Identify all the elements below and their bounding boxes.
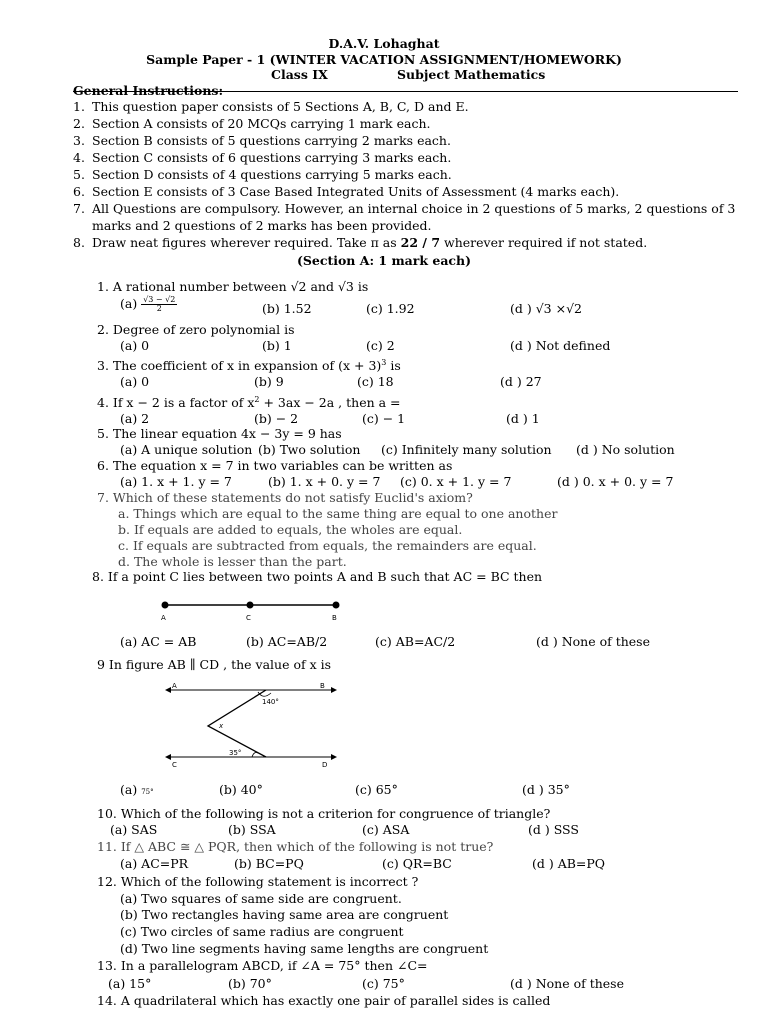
label-a: A — [172, 682, 177, 690]
fraction-denominator: 2 — [156, 304, 162, 313]
instruction-text-part: Draw neat figures wherever required. Take π as — [92, 235, 397, 250]
instruction-number: 7. — [73, 201, 85, 216]
q14-stem: 14. A quadrilateral which has exactly one pair of parallel sides is called — [97, 993, 551, 1008]
instruction-text-tail: wherever required if not stated. — [444, 235, 648, 250]
q11-option-d: (d ) AB=PQ — [532, 856, 606, 871]
q4-option-c: (c) − 1 — [362, 411, 406, 426]
q4-option-b: (b) − 2 — [254, 411, 299, 426]
instruction-number: 3. — [73, 133, 85, 148]
q8-option-a: (a) AC = AB — [120, 634, 197, 649]
q10-option-b: (b) SSA — [228, 822, 276, 837]
q8-stem: 8. If a point C lies between two points A and B such that AC = BC then — [92, 569, 543, 584]
q6-stem: 6. The equation x = 7 in two variables can be written as — [97, 458, 453, 473]
q9-parallel-lines-figure — [160, 678, 350, 770]
q8-option-d: (d ) None of these — [536, 634, 650, 649]
instruction-text: This question paper consists of 5 Sections A, B, C, D and E. — [92, 99, 469, 114]
angle-arc-35 — [252, 753, 258, 758]
q13-option-c: (c) 75° — [362, 976, 405, 991]
q7-option-c: c. If equals are subtracted from equals, the remainders are equal. — [118, 538, 537, 553]
label-a: A — [161, 614, 166, 622]
exponent: 3 — [381, 357, 387, 367]
q2-option-c: (c) 2 — [366, 338, 395, 353]
instruction-text: Section B consists of 5 questions carrying 2 marks each. — [92, 133, 451, 148]
q5-option-b: (b) Two solution — [258, 442, 361, 457]
q13-option-d: (d ) None of these — [510, 976, 624, 991]
q3-option-a: (a) 0 — [120, 374, 150, 389]
q2-option-b: (b) 1 — [262, 338, 292, 353]
q3-option-d: (d ) 27 — [500, 374, 542, 389]
q9-option-c: (c) 65° — [355, 782, 398, 797]
option-label: (a) — [120, 782, 138, 797]
class-label: Class IX — [271, 67, 328, 82]
q3-option-c: (c) 18 — [357, 374, 394, 389]
subject-label: Subject Mathematics — [397, 67, 546, 82]
q11-stem: 11. If △ ABC ≅ △ PQR, then which of the following is not true? — [97, 839, 494, 854]
q7-option-d: d. The whole is lesser than the part. — [118, 554, 347, 569]
stem-text: 4. If x − 2 is a factor of x — [97, 395, 255, 410]
angle-140-label: 140° — [262, 698, 279, 706]
q7-stem: 7. Which of these statements do not satisfy Euclid's axiom? — [97, 490, 473, 505]
q4-stem — [97, 395, 401, 410]
q10-option-a: (a) SAS — [110, 822, 158, 837]
transversal-path — [208, 690, 266, 757]
q9-option-d: (d ) 35° — [522, 782, 570, 797]
fraction-numerator: √3 − √2 — [143, 295, 176, 304]
stem-text: + 3ax − 2a , then a = — [259, 395, 401, 410]
label-b: B — [332, 614, 337, 622]
instruction-number: 5. — [73, 167, 85, 182]
header-rule — [73, 91, 738, 92]
q2-option-d: (d ) Not defined — [510, 338, 611, 353]
q11-option-c: (c) QR=BC — [382, 856, 452, 871]
school-name: D.A.V. Lohaghat — [328, 36, 440, 51]
q10-option-c: (c) ASA — [362, 822, 410, 837]
q10-stem: 10. Which of the following is not a criterion for congruence of triangle? — [97, 806, 551, 821]
q9-option-a — [120, 782, 154, 800]
instruction-text — [92, 235, 647, 250]
stem-text: is — [386, 358, 401, 373]
q2-option-a: (a) 0 — [120, 338, 150, 353]
instruction-number: 2. — [73, 116, 85, 131]
instruction-number: 4. — [73, 150, 85, 165]
q2-stem: 2. Degree of zero polynomial is — [97, 322, 295, 337]
instruction-text: All Questions are compulsory. However, an internal choice in 2 questions of 5 marks, 2 questions of 3 — [92, 201, 736, 216]
instruction-number: 1. — [73, 99, 85, 114]
q5-option-d: (d ) No solution — [576, 442, 675, 457]
angle-35-label: 35° — [229, 749, 242, 757]
q6-option-c: (c) 0. x + 1. y = 7 — [400, 474, 512, 489]
angle-x-label: x — [219, 722, 224, 730]
q5-option-c: (c) Infinitely many solution — [381, 442, 552, 457]
fraction — [141, 296, 177, 313]
q5-option-a: (a) A unique solution — [120, 442, 253, 457]
q13-option-b: (b) 70° — [228, 976, 272, 991]
q13-stem: 13. In a parallelogram ABCD, if ∠A = 75° then ∠C= — [97, 958, 428, 973]
q3-stem — [97, 358, 401, 373]
q6-option-b: (b) 1. x + 0. y = 7 — [268, 474, 381, 489]
q12-option-b: (b) Two rectangles having same area are congruent — [120, 907, 449, 922]
q9-option-b: (b) 40° — [219, 782, 263, 797]
q11-option-a: (a) AC=PR — [120, 856, 189, 871]
q3-option-b: (b) 9 — [254, 374, 284, 389]
q12-stem: 12. Which of the following statement is incorrect ? — [97, 874, 419, 889]
instruction-text: Section A consists of 20 MCQs carrying 1 mark each. — [92, 116, 431, 131]
q10-option-d: (d ) SSS — [528, 822, 579, 837]
label-d: D — [322, 761, 328, 769]
instructions-title: General Instructions: — [73, 83, 224, 98]
instruction-number: 8. — [73, 235, 85, 250]
q7-option-a: a. Things which are equal to the same thing are equal to one another — [118, 506, 558, 521]
q1-option-d: (d ) √3 ×√2 — [510, 301, 582, 316]
instruction-text: Section E consists of 3 Case Based Integrated Units of Assessment (4 marks each). — [92, 184, 620, 199]
section-a-title: (Section A: 1 mark each) — [296, 253, 472, 268]
paper-title: Sample Paper - 1 (WINTER VACATION ASSIGNMENT/HOMEWORK) — [146, 52, 622, 67]
q7-option-b: b. If equals are added to equals, the wholes are equal. — [118, 522, 463, 537]
stem-text: 3. The coefficient of x in expansion of (x + 3) — [97, 358, 382, 373]
option-label: (a) — [120, 296, 138, 311]
q1-stem: 1. A rational number between √2 and √3 is — [97, 279, 369, 294]
q1-option-c: (c) 1.92 — [366, 301, 415, 316]
option-value: 75° — [141, 788, 154, 796]
instruction-text: Section C consists of 6 questions carrying 3 marks each. — [92, 150, 452, 165]
q9-stem: 9 In figure AB ∥ CD , the value of x is — [97, 657, 332, 672]
angle-arc-140 — [258, 692, 271, 696]
q1-option-b: (b) 1.52 — [262, 301, 312, 316]
q12-option-c: (c) Two circles of same radius are congruent — [120, 924, 404, 939]
q8-line-segment-figure — [150, 596, 350, 626]
q12-option-a: (a) Two squares of same side are congruent. — [120, 891, 402, 906]
q4-option-a: (a) 2 — [120, 411, 150, 426]
instruction-text: Section D consists of 4 questions carrying 5 marks each. — [92, 167, 452, 182]
q5-stem: 5. The linear equation 4x − 3y = 9 has — [97, 426, 342, 441]
point-b — [333, 602, 340, 609]
q6-option-a: (a) 1. x + 1. y = 7 — [120, 474, 232, 489]
label-c: C — [246, 614, 251, 622]
q13-option-a: (a) 15° — [108, 976, 152, 991]
q1-option-a — [120, 296, 177, 313]
q8-option-b: (b) AC=AB/2 — [246, 634, 328, 649]
point-a — [162, 602, 169, 609]
q11-option-b: (b) BC=PQ — [234, 856, 304, 871]
instruction-text-cont: marks and 2 questions of 2 marks has been provided. — [92, 218, 432, 233]
instruction-number: 6. — [73, 184, 85, 199]
q12-option-d: (d) Two line segments having same lengths are congruent — [120, 941, 489, 956]
point-c — [247, 602, 254, 609]
label-c: C — [172, 761, 177, 769]
exponent: 2 — [254, 394, 260, 404]
label-b: B — [320, 682, 325, 690]
q4-option-d: (d ) 1 — [506, 411, 540, 426]
q6-option-d: (d ) 0. x + 0. y = 7 — [557, 474, 674, 489]
pi-value: 22 / 7 — [400, 235, 441, 250]
q8-option-c: (c) AB=AC/2 — [375, 634, 456, 649]
